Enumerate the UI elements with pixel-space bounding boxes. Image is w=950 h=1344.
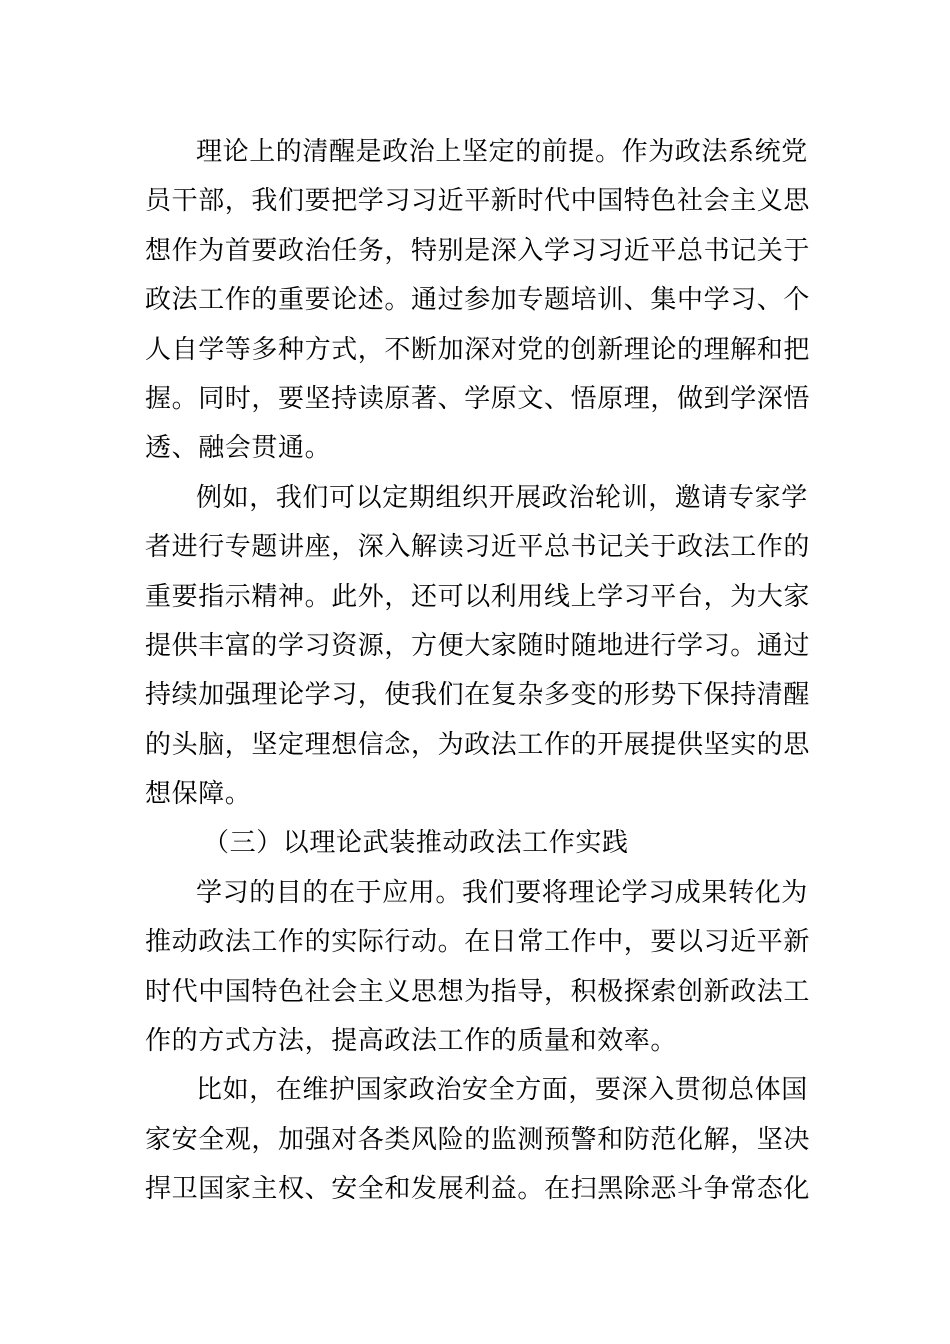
section-heading-text: （三）以理论武装推动政法工作实践 [203,828,629,859]
text-line: 重要指示精神。此外，还可以利用线上学习平台，为大家 [145,581,811,612]
text-line: 的头脑，坚定理想信念，为政法工作的开展提供坚实的思 [145,729,811,760]
text-line: 推动政法工作的实际行动。在日常工作中，要以习近平新 [145,927,811,958]
paragraph-national-security [145,1066,811,1214]
document-body [145,128,811,1215]
text-line: 捍卫国家主权、安全和发展利益。在扫黑除恶斗争常态化 [145,1174,811,1205]
text-line: 家安全观，加强对各类风险的监测预警和防范化解，坚决 [145,1124,811,1155]
text-line: 例如，我们可以定期组织开展政治轮训，邀请专家学 [196,482,808,513]
text-line: 者进行专题讲座，深入解读习近平总书记关于政法工作的 [145,532,811,563]
paragraph-theory-clarity [145,128,811,474]
paragraph-application [145,869,811,1067]
text-line: 比如，在维护国家政治安全方面，要深入贯彻总体国 [196,1075,808,1106]
text-line: 持续加强理论学习，使我们在复杂多变的形势下保持清醒 [145,680,811,711]
paragraph-example-training [145,474,811,820]
text-line: 学习的目的在于应用。我们要将理论学习成果转化为 [196,877,808,908]
text-line: 提供丰富的学习资源，方便大家随时随地进行学习。通过 [145,630,811,661]
text-line: 想保障。 [145,779,252,810]
text-line: 人自学等多种方式，不断加深对党的创新理论的理解和把 [145,334,811,365]
text-line: 作的方式方法，提高政法工作的质量和效率。 [145,1026,678,1057]
text-line: 透、融会贯通。 [145,433,332,464]
text-line: 时代中国特色社会主义思想为指导，积极探索创新政法工 [145,976,811,1007]
section-heading-3 [145,819,807,868]
text-line: 理论上的清醒是政治上坚定的前提。作为政法系统党 [196,137,808,167]
text-line: 政法工作的重要论述。通过参加专题培训、集中学习、个 [145,285,811,316]
text-line: 想作为首要政治任务，特别是深入学习习近平总书记关于 [145,235,811,266]
text-line: 员干部，我们要把学习习近平新时代中国特色社会主义思 [145,186,811,217]
text-line: 握。同时，要坚持读原著、学原文、悟原理，做到学深悟 [145,383,811,414]
